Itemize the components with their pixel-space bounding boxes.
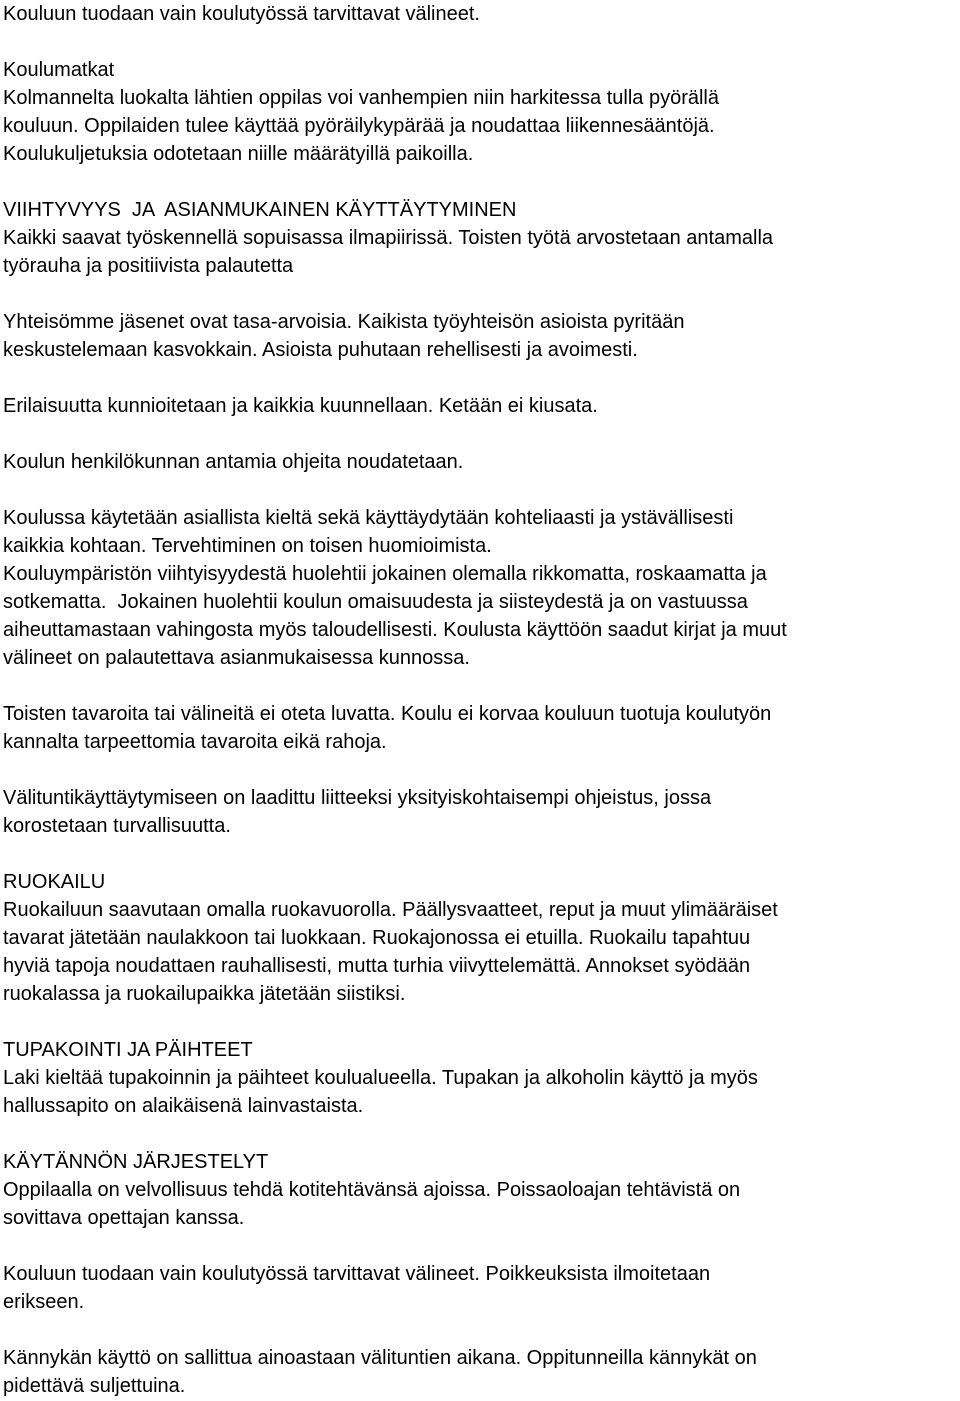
text-line: pidettävä suljettuina. bbox=[3, 1375, 186, 1397]
section-ruokailu bbox=[3, 868, 953, 1008]
document-page bbox=[3, 0, 953, 1400]
text-line: Kännykän käyttö on sallittua ainoastaan välituntien aikana. Oppitunneilla kännykät on bbox=[3, 1347, 757, 1369]
section-heading: RUOKAILU bbox=[3, 871, 106, 893]
section-heading: KÄYTÄNNÖN JÄRJESTELYT bbox=[3, 1151, 269, 1173]
text-line: erikseen. bbox=[3, 1291, 85, 1313]
section-heading: Koulumatkat bbox=[3, 59, 115, 81]
paragraph-ohjeet bbox=[3, 448, 953, 476]
section-tupakointi bbox=[3, 1036, 953, 1120]
section-kaytannon-jarjestelyt bbox=[3, 1148, 953, 1232]
text-line: Koulun henkilökunnan antamia ohjeita noudatetaan. bbox=[3, 451, 464, 473]
text-line: Kouluun tuodaan vain koulutyössä tarvittavat välineet. bbox=[3, 3, 480, 25]
paragraph-valineet bbox=[3, 1260, 953, 1316]
text-line: Laki kieltää tupakoinnin ja päihteet koulualueella. Tupakan ja alkoholin käyttö ja myös bbox=[3, 1067, 758, 1089]
text-line: Yhteisömme jäsenet ovat tasa-arvoisia. Kaikista työyhteisön asioista pyritään bbox=[3, 311, 685, 333]
text-line: sotkematta. Jokainen huolehtii koulun omaisuudesta ja siisteydestä ja on vastuussa bbox=[3, 591, 748, 613]
text-line: korostetaan turvallisuutta. bbox=[3, 815, 231, 837]
text-line: Erilaisuutta kunnioitetaan ja kaikkia kuunnellaan. Ketään ei kiusata. bbox=[3, 395, 598, 417]
text-line: Kaikki saavat työskennellä sopuisassa ilmapiirissä. Toisten työtä arvostetaan antamalla bbox=[3, 227, 774, 249]
paragraph-tavarat bbox=[3, 700, 953, 756]
paragraph-kannykka bbox=[3, 1344, 953, 1400]
text-line: Koulussa käytetään asiallista kieltä sekä käyttäydytään kohteliaasti ja ystävällisesti bbox=[3, 507, 734, 529]
text-line: välineet on palautettava asianmukaisessa kunnossa. bbox=[3, 647, 470, 669]
text-line: sovittava opettajan kanssa. bbox=[3, 1207, 245, 1229]
text-line: tavarat jätetään naulakkoon tai luokkaan. Ruokajonossa ei etuilla. Ruokailu tapahtuu bbox=[3, 927, 751, 949]
section-koulumatkat bbox=[3, 56, 953, 168]
text-line: hallussapito on alaikäisenä lainvastaista. bbox=[3, 1095, 364, 1117]
section-viihtyvyys bbox=[3, 196, 953, 280]
text-line: ruokalassa ja ruokailupaikka jätetään siistiksi. bbox=[3, 983, 406, 1005]
paragraph-intro bbox=[3, 0, 953, 28]
text-line: Välituntikäyttäytymiseen on laadittu liitteeksi yksityiskohtaisempi ohjeistus, jossa bbox=[3, 787, 712, 809]
text-line: kouluun. Oppilaiden tulee käyttää pyöräilykypärää ja noudattaa liikennesääntöjä. bbox=[3, 115, 715, 137]
text-line: Koulukuljetuksia odotetaan niille määrätyillä paikoilla. bbox=[3, 143, 474, 165]
text-line: Toisten tavaroita tai välineitä ei oteta luvatta. Koulu ei korvaa kouluun tuotuja koulutyön bbox=[3, 703, 772, 725]
section-heading: TUPAKOINTI JA PÄIHTEET bbox=[3, 1039, 253, 1061]
paragraph-tasa-arvo bbox=[3, 308, 953, 364]
text-line: kaikkia kohtaan. Tervehtiminen on toisen huomioimista. bbox=[3, 535, 492, 557]
text-line: Ruokailuun saavutaan omalla ruokavuorolla. Päällysvaatteet, reput ja muut ylimääräiset bbox=[3, 899, 778, 921]
text-line: Kouluun tuodaan vain koulutyössä tarvittavat välineet. Poikkeuksista ilmoitetaan bbox=[3, 1263, 711, 1285]
paragraph-valitunti bbox=[3, 784, 953, 840]
text-line: aiheuttamastaan vahingosta myös taloudellisesti. Koulusta käyttöön saadut kirjat ja muut bbox=[3, 619, 787, 641]
text-line: hyviä tapoja noudattaen rauhallisesti, mutta turhia viivyttelemättä. Annokset syödään bbox=[3, 955, 751, 977]
text-line: kannalta tarpeettomia tavaroita eikä rahoja. bbox=[3, 731, 387, 753]
text-line: keskustelemaan kasvokkain. Asioista puhutaan rehellisesti ja avoimesti. bbox=[3, 339, 638, 361]
paragraph-erilaisuus bbox=[3, 392, 953, 420]
text-line: Kouluympäristön viihtyisyydestä huolehtii jokainen olemalla rikkomatta, roskaamatta ja bbox=[3, 563, 767, 585]
paragraph-kieli bbox=[3, 504, 953, 672]
text-line: Kolmannelta luokalta lähtien oppilas voi vanhempien niin harkitessa tulla pyörällä bbox=[3, 87, 719, 109]
text-line: Oppilaalla on velvollisuus tehdä kotitehtävänsä ajoissa. Poissaoloajan tehtävistä on bbox=[3, 1179, 741, 1201]
text-line: työrauha ja positiivista palautetta bbox=[3, 255, 294, 277]
section-heading: VIIHTYVYYS JA ASIANMUKAINEN KÄYTTÄYTYMINEN bbox=[3, 199, 517, 221]
